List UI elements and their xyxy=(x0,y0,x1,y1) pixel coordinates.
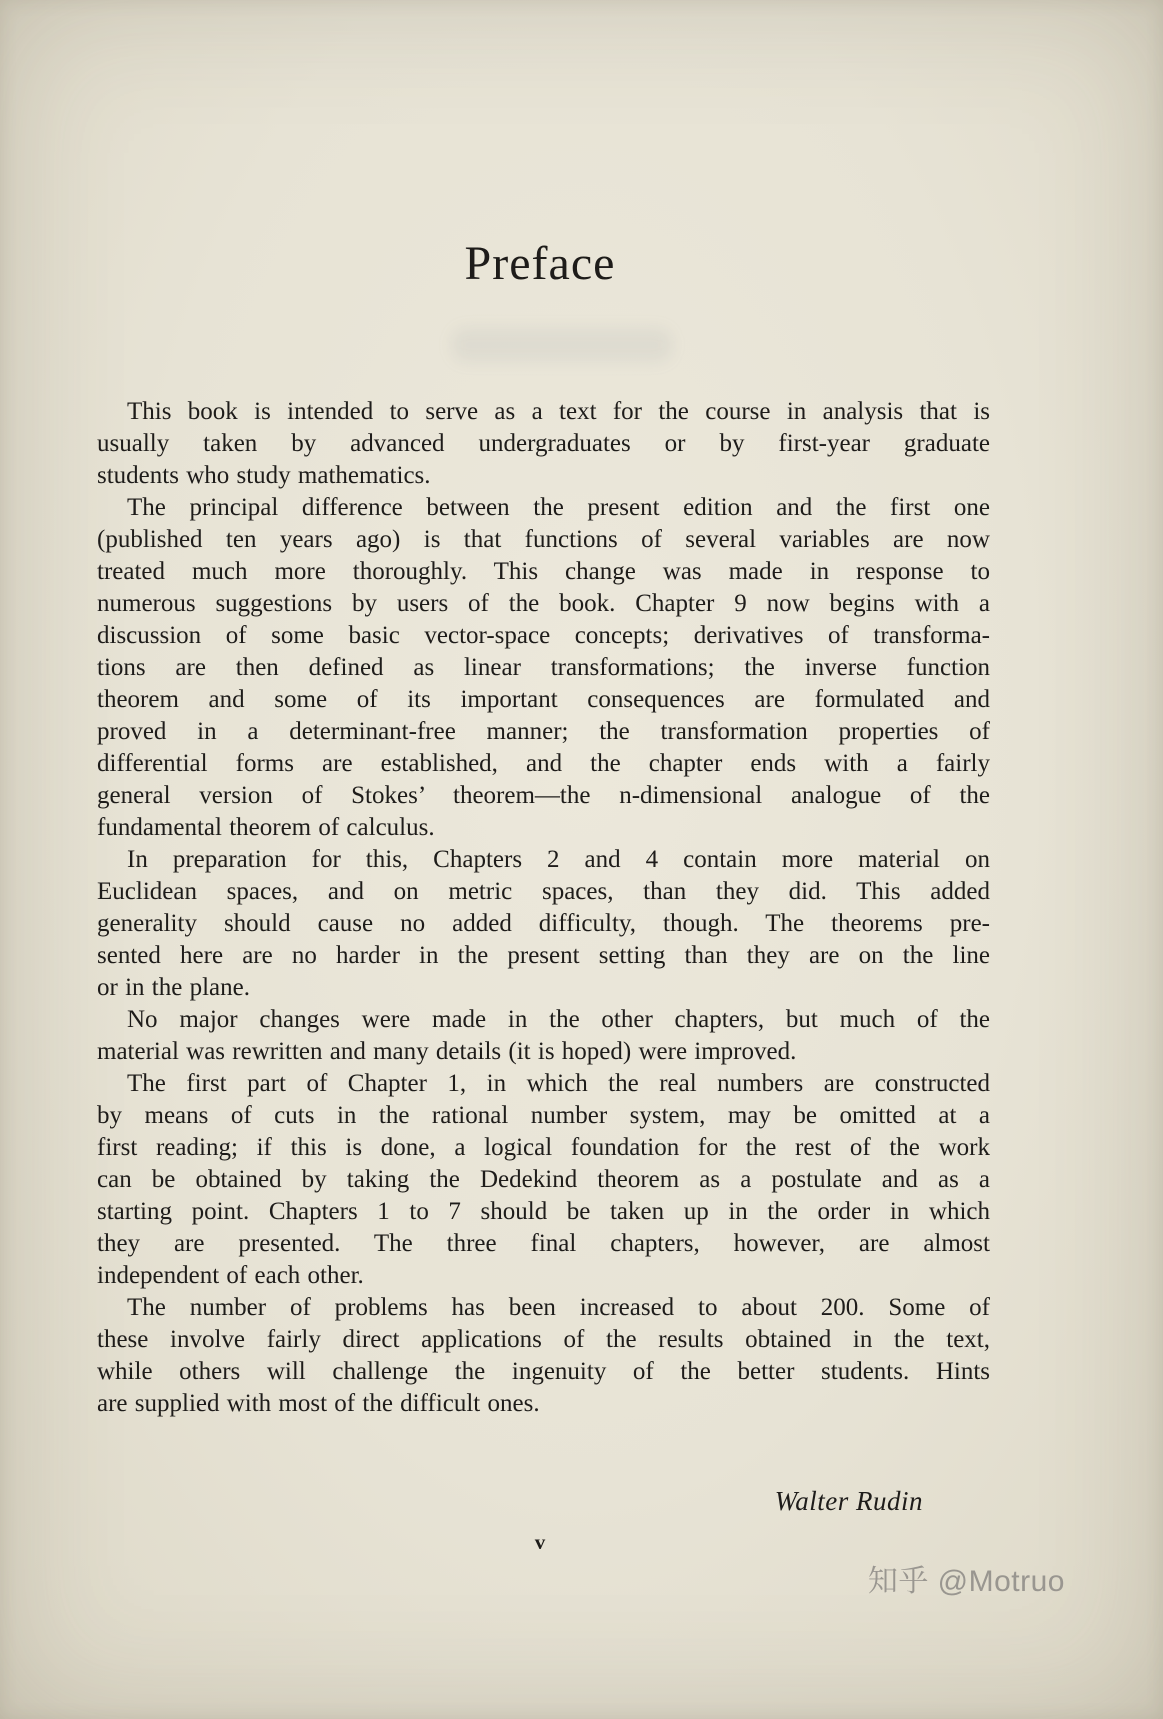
paragraph xyxy=(97,1068,990,1292)
text-line: can be obtained by taking the Dedekind theorem as a postulate and as a xyxy=(97,1166,990,1193)
text-line: while others will challenge the ingenuity of the better students. Hints xyxy=(97,1358,990,1385)
show-through-smudge xyxy=(452,328,672,362)
author-signature: Walter Rudin xyxy=(774,1486,923,1516)
text-line: first reading; if this is done, a logical foundation for the rest of the work xyxy=(97,1134,990,1161)
text-line: fundamental theorem of calculus. xyxy=(97,814,435,841)
paragraph xyxy=(97,396,990,492)
watermark: 知乎 @Motruo xyxy=(867,1565,1065,1598)
text-line: treated much more thoroughly. This change was made in response to xyxy=(97,558,990,585)
text-line: generality should cause no added difficulty, though. The theorems pre- xyxy=(97,910,990,937)
text-line: by means of cuts in the rational number system, may be omitted at a xyxy=(97,1102,990,1129)
paragraph xyxy=(97,492,990,844)
text-line: are supplied with most of the difficult ones. xyxy=(97,1390,540,1417)
text-line: students who study mathematics. xyxy=(97,462,431,489)
page-number: v xyxy=(534,1530,546,1554)
text-line: sented here are no harder in the present setting than they are on the line xyxy=(97,942,990,969)
page-title: Preface xyxy=(464,237,616,290)
text-line: or in the plane. xyxy=(97,974,250,1001)
text-line: theorem and some of its important consequences are formulated and xyxy=(97,686,990,713)
text-line: (published ten years ago) is that functions of several variables are now xyxy=(97,526,990,553)
text-line: The principal difference between the present edition and the first one xyxy=(127,494,990,521)
text-line: they are presented. The three final chapters, however, are almost xyxy=(97,1230,990,1257)
text-line: differential forms are established, and the chapter ends with a fairly xyxy=(97,750,990,777)
text-line: usually taken by advanced undergraduates or by first-year graduate xyxy=(97,430,990,457)
text-line: independent of each other. xyxy=(97,1262,364,1289)
paragraph xyxy=(97,844,990,1004)
text-line: No major changes were made in the other chapters, but much of the xyxy=(127,1006,990,1033)
text-line: discussion of some basic vector-space concepts; derivatives of transforma- xyxy=(97,622,990,649)
paragraph xyxy=(97,1004,990,1068)
text-line: This book is intended to serve as a text for the course in analysis that is xyxy=(127,398,990,425)
preface-body xyxy=(97,396,990,1420)
text-line: starting point. Chapters 1 to 7 should be taken up in the order in which xyxy=(97,1198,990,1225)
text-line: numerous suggestions by users of the book. Chapter 9 now begins with a xyxy=(97,590,990,617)
text-line: Euclidean spaces, and on metric spaces, than they did. This added xyxy=(97,878,990,905)
paragraph xyxy=(97,1292,990,1420)
text-line: In preparation for this, Chapters 2 and 4 contain more material on xyxy=(127,846,990,873)
text-line: The first part of Chapter 1, in which the real numbers are constructed xyxy=(127,1070,990,1097)
text-line: material was rewritten and many details (it is hoped) were improved. xyxy=(97,1038,797,1065)
text-line: these involve fairly direct applications of the results obtained in the text, xyxy=(97,1326,990,1353)
text-line: tions are then defined as linear transformations; the inverse function xyxy=(97,654,990,681)
text-line: The number of problems has been increased to about 200. Some of xyxy=(127,1294,990,1321)
text-line: general version of Stokes’ theorem—the n-dimensional analogue of the xyxy=(97,782,990,809)
text-line: proved in a determinant-free manner; the transformation properties of xyxy=(97,718,990,745)
